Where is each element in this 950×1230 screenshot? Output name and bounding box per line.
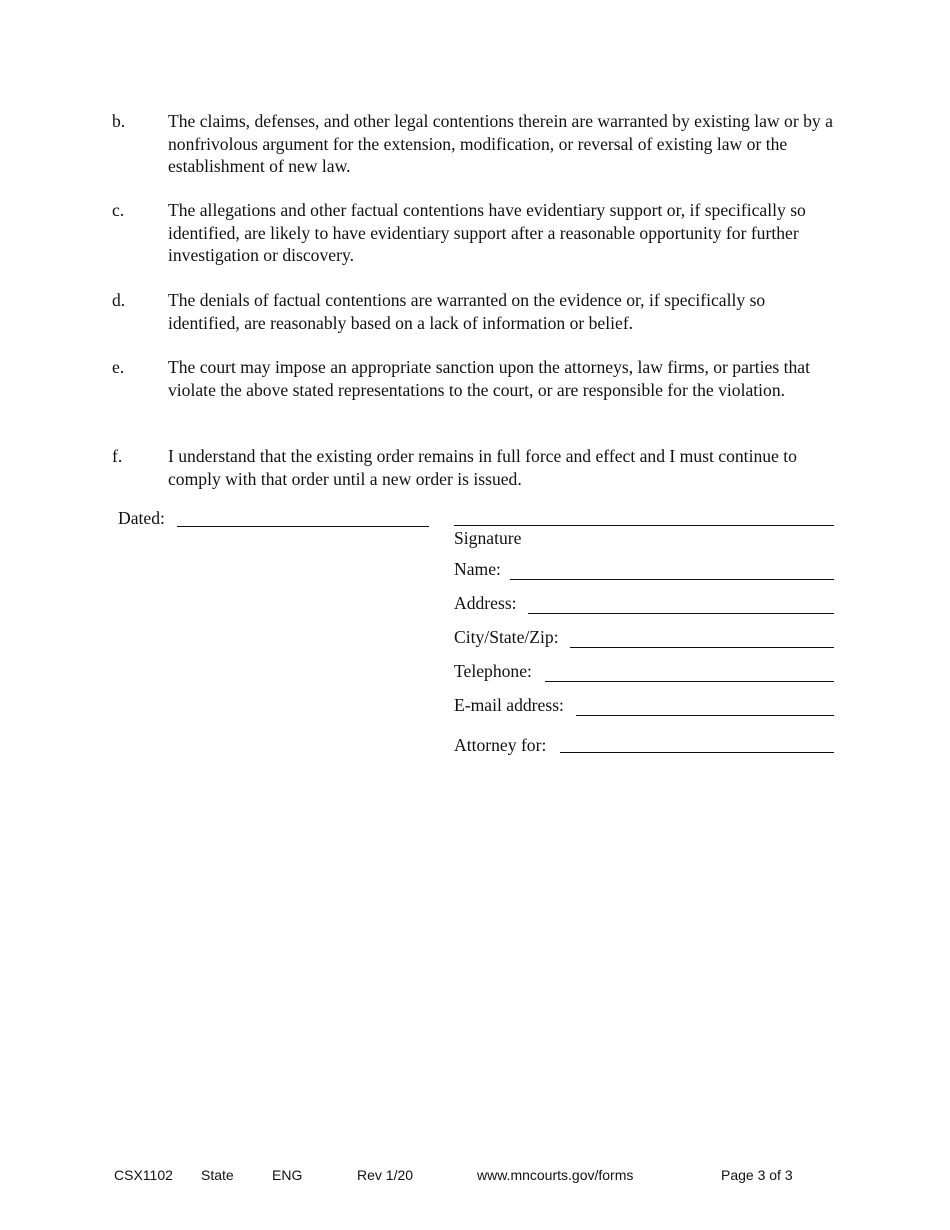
list-item-text: The court may impose an appropriate sanction upon the attorneys, law firms, or parties that violate the above stated representations to the court, or are responsible for the violation. xyxy=(168,357,810,400)
list-marker: d. xyxy=(112,290,126,310)
email-field[interactable] xyxy=(576,715,834,716)
list-marker: f. xyxy=(112,446,123,466)
dated-field[interactable] xyxy=(177,526,429,527)
list-marker: e. xyxy=(112,357,125,377)
address-field[interactable] xyxy=(528,613,834,614)
footer-url[interactable]: www.mncourts.gov/forms xyxy=(477,1167,634,1183)
attorney-for-label: Attorney for: xyxy=(454,735,547,755)
footer-jurisdiction: State xyxy=(201,1167,234,1183)
dated-label: Dated: xyxy=(118,508,165,528)
list-marker: b. xyxy=(112,111,126,131)
list-marker: c. xyxy=(112,200,125,220)
address-label: Address: xyxy=(454,593,517,613)
list-item-text: The allegations and other factual contentions have evidentiary support or, if specifically so identified, are likely to have evidentiary support after a reasonable opportunity for further investigation or discovery. xyxy=(168,200,806,265)
signature-line[interactable] xyxy=(454,525,834,526)
signature-label: Signature xyxy=(454,528,522,548)
footer-language: ENG xyxy=(272,1167,303,1183)
list-item-text: The denials of factual contentions are warranted on the evidence or, if specifically so identified, are reasonably based on a lack of information or belief. xyxy=(168,290,766,333)
name-field[interactable] xyxy=(510,579,834,580)
telephone-field[interactable] xyxy=(545,681,834,682)
footer-revision: Rev 1/20 xyxy=(357,1167,414,1183)
footer-page-number: Page 3 of 3 xyxy=(721,1167,793,1183)
footer-form-code: CSX1102 xyxy=(114,1167,173,1183)
email-label: E-mail address: xyxy=(454,695,564,715)
city-state-zip-label: City/State/Zip: xyxy=(454,627,559,647)
list-item-text: The claims, defenses, and other legal contentions therein are warranted by existing law or by a nonfrivolous argument for the extension, modification, or reversal of existing law or the establishment of new law. xyxy=(168,111,833,176)
telephone-label: Telephone: xyxy=(454,661,532,681)
city-state-zip-field[interactable] xyxy=(570,647,834,648)
list-item-text: I understand that the existing order remains in full force and effect and I must continue to comply with that order until a new order is issued. xyxy=(168,446,797,489)
name-label: Name: xyxy=(454,559,501,579)
attorney-for-field[interactable] xyxy=(560,752,834,753)
